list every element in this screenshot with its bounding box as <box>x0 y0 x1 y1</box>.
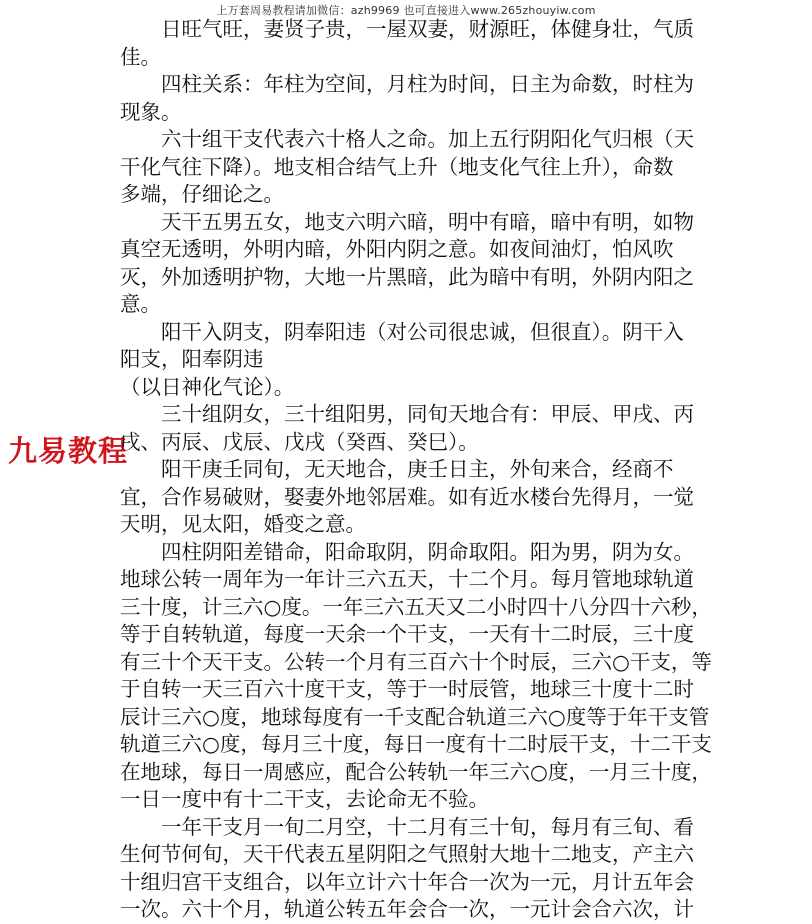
watermark-header: 上万套周易教程请加微信：azh9969 也可直接进入www.265zhouyiw.com <box>216 4 596 17</box>
text-line: 阳干入阴支，阴奉阳违（对公司很忠诚，但很直）。阴干入 <box>120 319 684 344</box>
text-line: 多端，仔细论之。 <box>120 182 284 206</box>
text-line: 一次。六十个月，轨道公转五年会合一次，一元计会合六次，计 <box>120 897 694 921</box>
text-line: 戌、丙辰、戊辰、戊戌（癸酉、癸巳）。 <box>120 429 479 454</box>
text-line: 宜，合作易破财，娶妻外地邻居难。如有近水楼台先得月，一觉 <box>120 484 694 509</box>
text-line: 阳干庚壬同旬，无天地合，庚壬日主，外旬来合，经商不 <box>120 457 674 481</box>
text-line: 有三十个天干支。公转一个月有三百六十个时辰，三六○干支，等 <box>120 649 712 674</box>
text-line: 生何节何旬，天干代表五星阴阳之气照射大地十二地支，产主六 <box>120 842 694 866</box>
text-line: 四柱关系：年柱为空间，月柱为时间，日主为命数，时柱为 <box>120 72 694 96</box>
text-line: 三十度，计三六○度。一年三六五天又二小时四十八分四十六秒， <box>120 594 712 619</box>
text-line: 于自转一天三百六十度干支，等于一时辰管，地球三十度十二时 <box>120 677 694 701</box>
text-line: 意。 <box>120 292 161 316</box>
text-line: 轨道三六○度，每月三十度，每日一度有十二时辰干支，十二干支 <box>120 732 712 756</box>
text-line: 天明，见太阳，婚变之意。 <box>120 512 366 536</box>
text-line: 三十组阴女，三十组阳男，同旬天地合有：甲辰、甲戌、丙 <box>120 402 694 426</box>
document-body <box>120 16 712 924</box>
text-line: 灭，外加透明护物，大地一片黑暗，此为暗中有明，外阴内阳之 <box>120 264 694 289</box>
text-line: 佳。 <box>120 44 161 69</box>
text-line: 六十组干支代表六十格人之命。加上五行阴阳化气归根（天 <box>120 127 694 151</box>
text-line: 一年干支月一旬二月空，十二月有三十旬，每月有三旬、看 <box>120 814 694 839</box>
text-line: 干化气往下降）。地支相合结气上升（地支化气往上升），命数 <box>120 154 674 179</box>
text-line: 一日一度中有十二干支，去论命无不验。 <box>120 787 489 811</box>
text-line: 在地球，每日一周感应，配合公转轨一年三六○度，一月三十度， <box>120 759 712 784</box>
brand-logo-text: 九易教程 <box>8 434 129 468</box>
text-line: 辰计三六○度，地球每度有一千支配合轨道三六○度等于年干支管 <box>120 704 710 729</box>
text-line: 日旺气旺，妻贤子贵，一屋双妻，财源旺，体健身壮，气质 <box>120 17 694 41</box>
text-line: 等于自转轨道，每度一天余一个干支，一天有十二时辰，三十度 <box>120 622 694 646</box>
text-line: （以日神化气论）。 <box>120 374 295 399</box>
text-line: 阳支，阳奉阴违 <box>120 347 264 371</box>
text-line: 地球公转一周年为一年计三六五天，十二个月。每月管地球轨道 <box>120 567 694 591</box>
text-line: 十组归宫干支组合，以年立计六十年合一次为一元，月计五年会 <box>120 869 694 894</box>
text-line: 四柱阴阳差错命，阳命取阴，阴命取阳。阳为男，阴为女。 <box>120 539 694 564</box>
text-line: 现象。 <box>120 99 182 124</box>
text-line: 真空无透明，外明内暗，外阳内阴之意。如夜间油灯，怕风吹 <box>120 237 674 261</box>
text-line: 天干五男五女，地支六明六暗，明中有暗，暗中有明，如物 <box>120 209 694 234</box>
